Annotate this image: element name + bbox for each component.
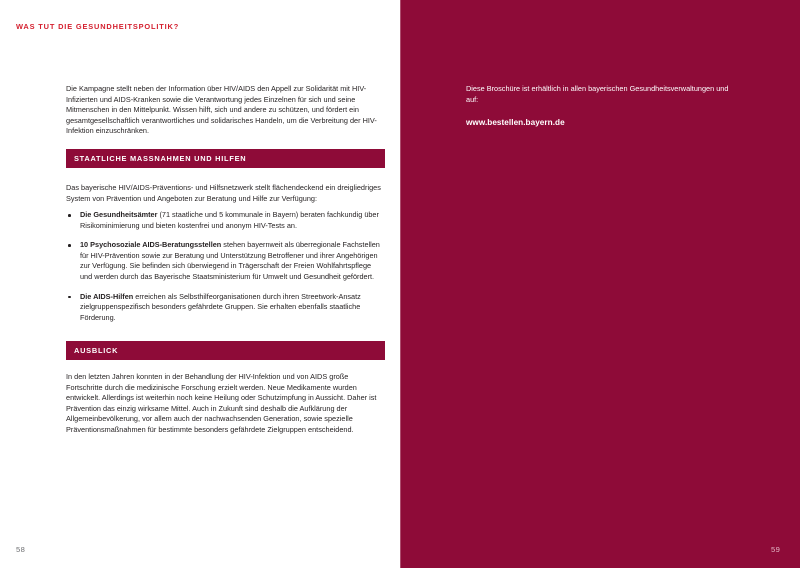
list-item: [66, 210, 385, 231]
bullet-dot-icon: [68, 296, 71, 299]
section-heading-label: AUSBLICK: [74, 346, 119, 355]
bullet-text: (71 staatliche und 5 kommunale in Bayern) beraten fachkundig über Risikominimierung und bieten kostenfrei und anonym HIV-Tests an.: [80, 210, 379, 230]
section-heading-label: STAATLICHE MASSNAHMEN UND HILFEN: [74, 154, 247, 163]
section-bar: [66, 149, 385, 168]
availability-text: Diese Broschüre ist erhältlich in allen bayerischen Gesundheitsverwaltungen und auf:: [466, 84, 729, 104]
section-header-ausblick: [66, 341, 385, 360]
order-url-link[interactable]: www.bestellen.bayern.de: [466, 118, 565, 128]
bullet-lead: 10 Psychosoziale AIDS-Beratungsstellen: [80, 240, 222, 250]
ausblick-paragraph: In den letzten Jahren konnten in der Behandlung der HIV-Infektion und von AIDS große Fortschritte durch die medizinische Forschung erzielt werden. Neue Medikamente wurden entwickelt. Allerdings ist weiterhin noch keine Heilung oder Schutzimpfung in Aussicht. Daher ist Prävention das einzig wirksame Mittel. Auch in Zukunft sind deshalb die Aufklärung der Allgemeinbevölkerung, vor allem auch der nachwachsenden Generation, sowie spezielle Präventionsmaßnahmen für bestimmte besonders gefährdete Zielgruppen entscheidend.: [66, 372, 377, 434]
bullet-text: erreichen als Selbsthilfeorganisationen durch ihren Streetwork-Ansatz zielgruppenspezifisch besonders gefährdete Gruppen. Sie erhalten ebenfalls staatliche Förderung.: [80, 291, 361, 322]
bullet-dot-icon: [68, 214, 71, 217]
page-number-left: 58: [16, 545, 26, 554]
list-item: [66, 240, 385, 282]
bullet-lead: Die Gesundheitsämter: [80, 210, 158, 219]
section-bar: [66, 341, 385, 360]
list-item: [66, 292, 385, 324]
intro-paragraph: Die Kampagne stellt neben der Information über HIV/AIDS den Appell zur Solidarität mit HIV-Infizierten und AIDS-Kranken sowie die Verantwortung jedes Einzelnen für sich und seine Mitmenschen in den Mittelpunkt. Wissen hilft, sich und andere zu schützen, und fördert ein gesamtgesellschaftlich verantwortliches und solidarisches Handeln, um die Verbreitung der HIV-Infektion einzuschränken.: [66, 84, 377, 136]
order-info-block: [466, 84, 736, 127]
bullet-text: stehen bayernweit als überregionale Fachstellen für HIV-Prävention sowie zur Beratung und Unterstützung Betroffener und ihrer Angehörigen zur Verfügung. Sie befinden sich überwiegend in Trägerschaft der Freien Wohlfahrtspflege und werden durch das Bayerische Staatsministerium für Umwelt und Gesundheit gefördert.: [80, 240, 380, 281]
running-head: WAS TUT DIE GESUNDHEITSPOLITIK?: [16, 22, 180, 31]
measures-bullet-list: [66, 210, 385, 323]
right-page: [400, 0, 800, 568]
gutter-divider: [400, 0, 401, 568]
bullet-lead: Die AIDS-Hilfen: [80, 291, 134, 301]
bullet-list: [66, 210, 385, 323]
page-number-right: 59: [771, 545, 781, 554]
bullet-dot-icon: [68, 244, 71, 247]
section-intro-paragraph: Das bayerische HIV/AIDS-Präventions- und Hilfsnetzwerk stellt flächendeckend ein dreigliedriges System von Prävention und Angeboten zur Beratung und Hilfe zur Verfügung:: [66, 183, 381, 203]
section-header-staatliche-massnahmen: [66, 149, 385, 168]
